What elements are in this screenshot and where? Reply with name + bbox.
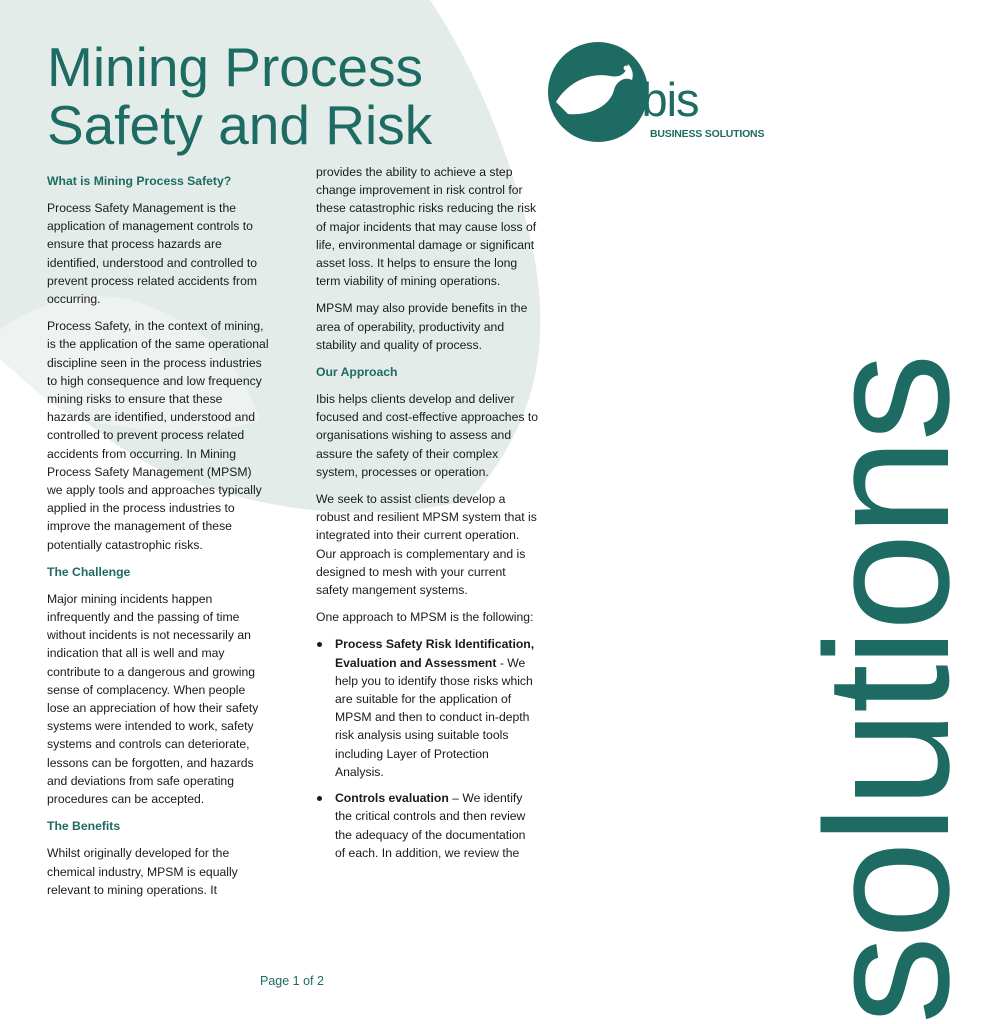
challenge-paragraph: Major mining incidents happen infrequently and the passing of time without incidents is not necessarily an indication that all is well and may contribute to a dangerous and growing sense of complacency. When people lose an appreciation of how their safety systems were intended to work, safety systems and controls can deteriorate, lessons can be forgotten, and hazards and deviations from safe operating procedures can be accepted. xyxy=(47,591,259,807)
bullet-title: Process Safety Risk Identification, Evaluation and Assessment xyxy=(335,637,535,670)
bullet-text: – We identify the critical controls and then review the adequacy of the documentation of each. In addition, we review the xyxy=(335,791,526,860)
logo-tagline: BUSINESS SOLUTIONS xyxy=(650,128,765,140)
page-number: Page 1 of 2 xyxy=(260,974,324,988)
page-title xyxy=(47,38,432,154)
benefits-paragraph-1: Whilst originally developed for the chemical industry, MPSM is equally relevant to mining operations. It xyxy=(47,846,238,897)
logo-brand-name: ibis xyxy=(632,73,699,126)
approach-paragraph-2: We seek to assist clients develop a robust and resilient MPSM system that is integrated into their current operation. Our approach is complementary and is designed to mesh with your current safety mangement systems. xyxy=(316,492,537,598)
approach-bullet-list xyxy=(316,635,538,861)
title-line-1: Mining Process xyxy=(47,36,423,98)
bullet-text: - We help you to identify those risks which are suitable for the application of MPSM and then to conduct in-depth risk analysis using suitable tools including Layer of Protection Analysis. xyxy=(335,655,533,779)
what-is-heading: What is Mining Process Safety? xyxy=(47,174,232,188)
approach-paragraph-1: Ibis helps clients develop and deliver focused and cost-effective approaches to organisations wishing to assess and assure the safety of their complex system, processes or operation. xyxy=(316,392,538,479)
benefits-paragraph-2: MPSM may also provide benefits in the area of operability, productivity and stability and quality of process. xyxy=(316,301,528,352)
benefits-heading: The Benefits xyxy=(47,819,121,834)
challenge-heading: The Challenge xyxy=(47,564,131,579)
bullet-title: Controls evaluation xyxy=(335,791,449,806)
what-is-paragraph-2: Process Safety, in the context of mining, is the application of the same operational discipline seen in the process industries to high consequence and low frequency mining risks to ensure that these hazards are identified, understood and controlled to prevent process related accidents from occurring. In Mining Process Safety Management (MPSM) we apply tools and approaches typically applied in the process industries to improve the management of these potentially catastrophic risks. xyxy=(47,319,269,552)
what-is-paragraph-1: Process Safety Management is the application of management controls to ensure that process hazards are identified, understood and controlled to prevent process related accidents from occurring. xyxy=(47,201,258,307)
list-item xyxy=(316,635,538,781)
ibis-logo xyxy=(540,42,765,152)
solutions-vertical-banner: solutions xyxy=(790,356,986,1024)
list-item xyxy=(316,789,538,862)
benefits-paragraph-1-continued: provides the ability to achieve a step change improvement in risk control for these catastrophic risks reducing the risk of major incidents that may cause loss of life, environmental damage or significant asset loss. It helps to ensure the long term viability of mining operations. xyxy=(316,165,537,289)
middle-column xyxy=(316,163,538,870)
title-line-2: Safety and Risk xyxy=(47,94,433,156)
left-column xyxy=(47,172,269,908)
approach-heading: Our Approach xyxy=(316,365,398,380)
approach-paragraph-3: One approach to MPSM is the following: xyxy=(316,610,534,625)
